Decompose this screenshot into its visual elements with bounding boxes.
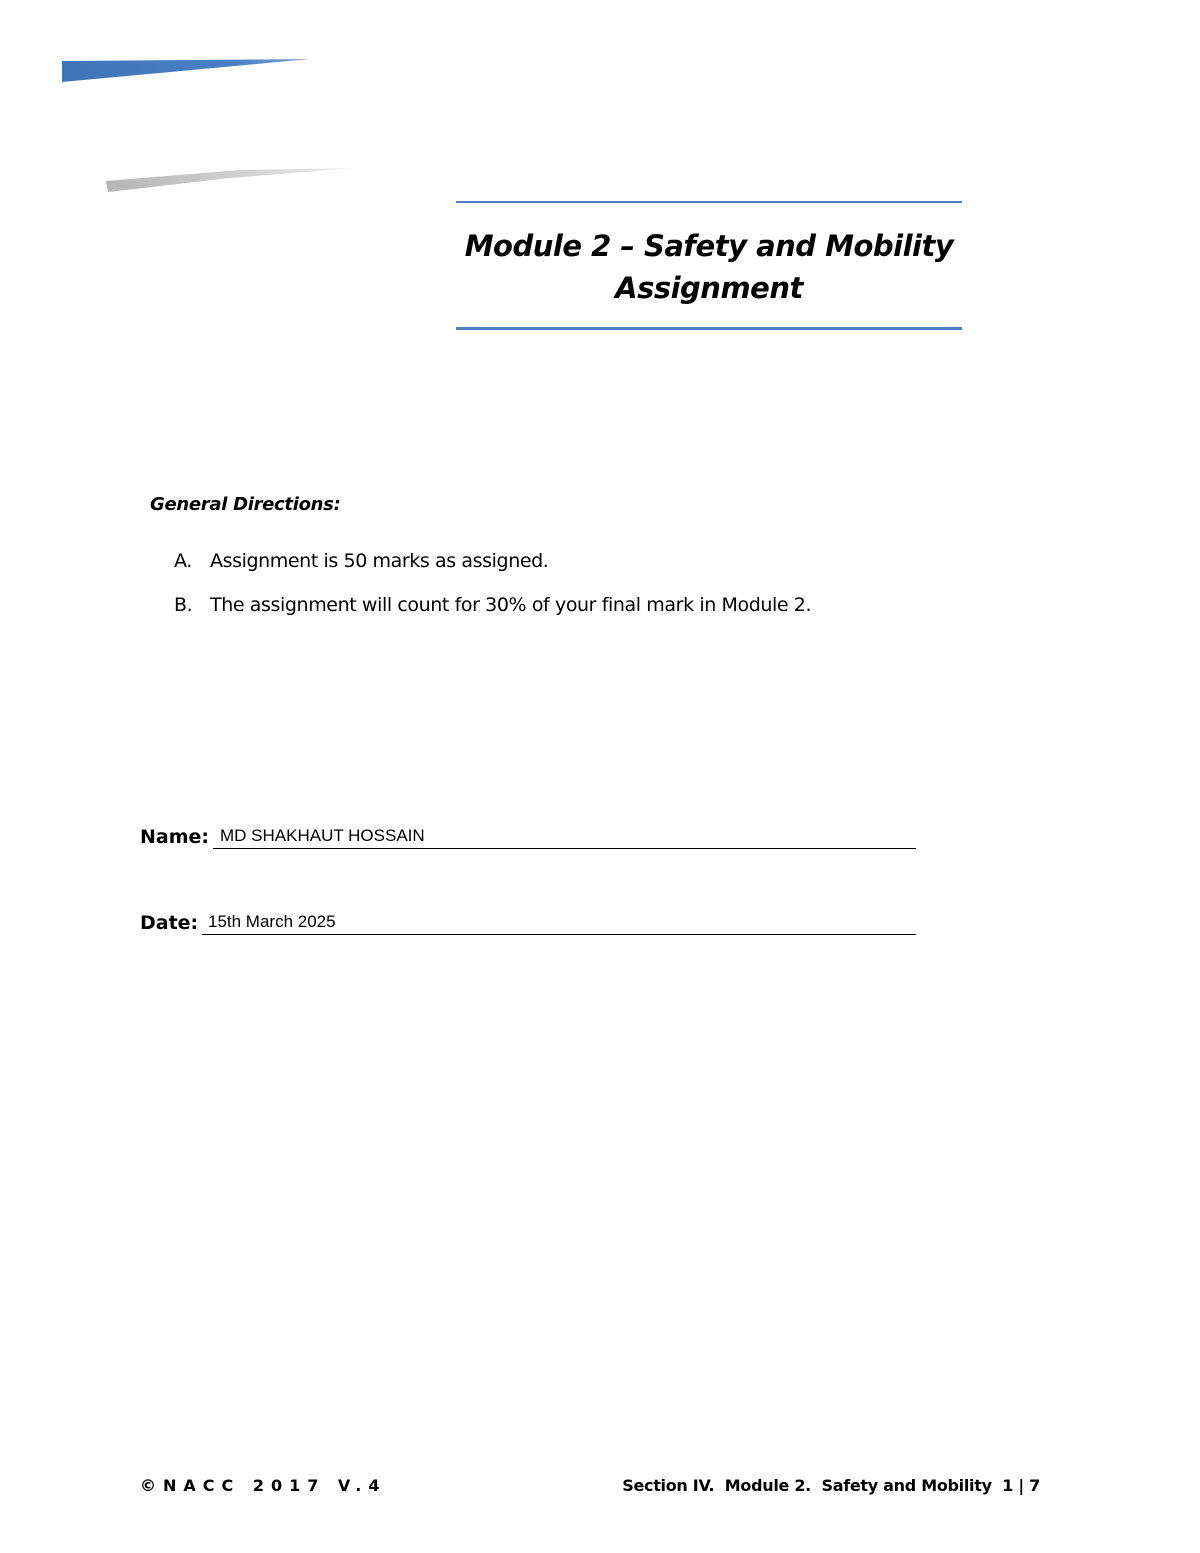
footer-copyright: ©NACC 2017 V.4 <box>140 1476 387 1495</box>
date-field[interactable]: 15th March 2025 <box>208 912 336 931</box>
name-field[interactable]: MD SHAKHAUT HOSSAIN <box>220 826 425 845</box>
title-line-2: Assignment <box>615 271 803 305</box>
list-item-text: The assignment will count for 30% of your final mark in Module 2. <box>210 594 812 616</box>
directions-list <box>174 550 811 638</box>
name-underline <box>213 848 916 849</box>
date-label: Date: <box>140 912 199 934</box>
list-marker: A. <box>174 550 192 572</box>
list-item <box>174 594 811 638</box>
list-marker: B. <box>174 594 193 616</box>
title-line-1: Module 2 – Safety and Mobility <box>464 229 954 263</box>
list-item <box>174 550 811 594</box>
gray-swoosh-shape <box>106 168 355 192</box>
name-label: Name: <box>140 826 210 848</box>
list-item-text: Assignment is 50 marks as assigned. <box>210 550 549 572</box>
title-block <box>456 201 962 329</box>
header-decoration <box>0 0 1200 220</box>
title-bottom-rule <box>456 327 962 330</box>
blue-swoosh-shape <box>62 59 310 82</box>
footer-section-page: Section IV. Module 2. Safety and Mobility 1 | 7 <box>622 1476 1040 1495</box>
title-top-rule <box>456 201 962 203</box>
date-underline <box>202 934 916 935</box>
document-title <box>456 225 962 309</box>
directions-heading: General Directions: <box>150 494 341 515</box>
